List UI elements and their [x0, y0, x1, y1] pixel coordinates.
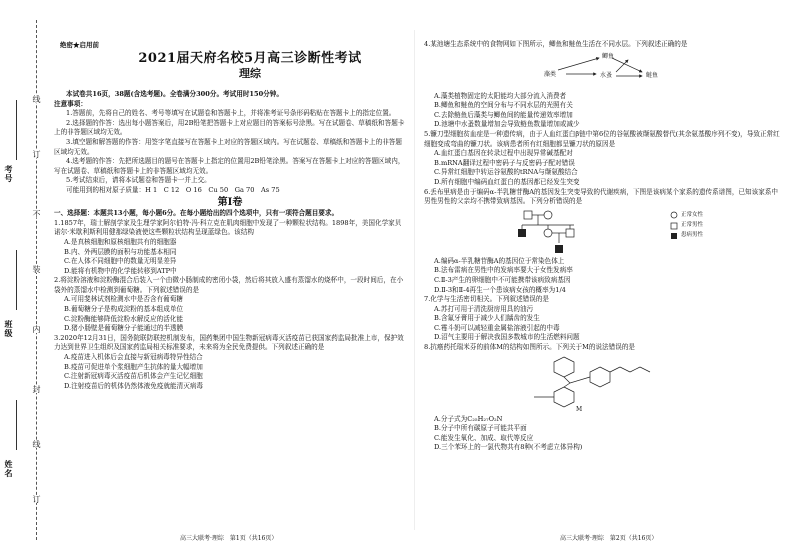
cut-mark: 订	[32, 150, 41, 158]
molecule-figure	[424, 353, 784, 415]
section-title: 第Ⅰ卷	[217, 196, 243, 208]
option: D.三个苯环上的一氯代物共有8种(不考虑立体异构)	[434, 443, 583, 452]
option: C.Ⅱ-3产生的卵细胞中不可能携带该病致病基因	[434, 275, 571, 284]
option: B.鲫鱼和鲢鱼的空间分布与不同水层的光照有关	[434, 101, 573, 110]
pedigree-figure	[424, 207, 784, 257]
option: A.编码α-半乳糖苷酶A的基因位于常染色体上	[434, 256, 565, 265]
option: B.内、外两层膜的面积与功能基本相同	[64, 247, 177, 256]
node-silver-carp: 鲢鱼	[646, 71, 659, 79]
note-item: 5.考试结束后，请将本试题卷和答题卡一并上交。	[66, 176, 211, 185]
option: A.是真核细胞和原核细胞共有的细胞器	[64, 237, 177, 246]
node-crucian: 鲫鱼	[602, 52, 615, 60]
cut-mark: 订	[32, 495, 41, 503]
cut-mark: 装	[32, 265, 41, 273]
option: B.葡萄糖分子是构成淀粉的基本组成单位	[64, 305, 184, 314]
page-divider	[414, 30, 415, 530]
exam-no-label: 考号	[4, 165, 14, 183]
option: D.能将有机物中的化学能转移到ATP中	[64, 266, 177, 275]
node-daphnia: 水蚤	[600, 71, 613, 79]
question-stem: 4.某池塘生态系统中的食物网如下图所示，鲫鱼和鲢鱼生活在不同水层。下列叙述正确的是	[424, 40, 688, 48]
option: A.血红蛋白基因在转录过程中出现异常碱基配对	[434, 149, 573, 158]
right-column	[424, 40, 784, 453]
class-label: 班级	[4, 320, 14, 338]
option: C.淀粉酶能够降低淀粉水解反应的活化能	[64, 314, 183, 323]
question-stem: 7.化学与生活密切相关。下列叙述错误的是	[424, 295, 549, 304]
paper-info: 本试卷共16页，38题(含选考题)。全卷满分300分。考试用时150分钟。	[66, 90, 283, 98]
option: A.分子式为C₂₅H₂₇O₂N	[434, 414, 503, 423]
cut-mark: 不	[32, 210, 41, 218]
exam-no-line[interactable]	[16, 100, 17, 160]
question-stem: 2.将淀粉溶液和淀粉酶混合后装入一个由微小肠制成的密闭小袋，然后将其放入盛有蒸馏水的烧杯中，一段时间后，在小袋外的蒸馏水中检测到葡萄糖。下列叙述错误的是	[54, 276, 404, 294]
atomic-mass: 可能用到的相对原子质量：H 1 C 12 O 16 Cu 50 Ga 70 As 75	[66, 185, 280, 194]
option: D.所有细胞中编码血红蛋白的基因都已经发生突变	[434, 177, 580, 186]
option: A.可用斐林试剂检测水中是否含有葡萄糖	[64, 295, 183, 304]
question-stem: 6.丢布里病是由于编码α-半乳糖苷酶A的基因发生突变导致的代谢疾病，下图是该病某个家系的遗传系谱图，已知该家系中男性男性的父亲均不携带致病基因。下列分析错误的是	[424, 187, 779, 206]
note-item: 2.选择题的作答：选出每小题答案后，用2B铅笔把答题卡上对应题目的答案标号涂黑。写在试题卷、草稿纸和答题卡上的非答题区域均无效。	[54, 118, 405, 137]
option: A.疫苗进入机体后会直接与新冠病毒特异性结合	[64, 353, 203, 362]
note-item: 3.填空题和解答题的作答：用签字笔直接写在答题卡上对应的答题区域内。写在试题卷、草稿纸和答题卡上的非答题区域均无效。	[54, 137, 402, 156]
cut-mark: 封	[32, 385, 41, 393]
option: C.注射新冠病毒灭活疫苗后机体会产生记忆细胞	[64, 372, 203, 381]
cut-mark: 线	[32, 95, 41, 103]
option: C.去除鲢鱼后藻类与鲫鱼间的能量传递效率增加	[434, 110, 573, 119]
note-item: 4.选考题的作答：先把所选题目的题号在答题卡上指定的位置用2B铅笔涂黑。答案写在答题卡上对应的答题区域内，写在试题卷、草稿纸和答题卡上的非答题区域均无效。	[54, 157, 405, 175]
legend-normal-male: 正常男性	[681, 221, 704, 228]
option: B.疫苗可促进单个浆细胞产生抗体的量大幅增加	[64, 362, 203, 371]
left-column	[54, 90, 406, 391]
cut-mark: 线	[32, 440, 41, 448]
option: A.苏打可用于清洗厨房用具的油污	[434, 304, 534, 313]
legend-normal-female: 正常女性	[681, 211, 704, 218]
option: B.mRNA翻译过程中密码子与反密码子配对错误	[434, 158, 575, 167]
option: D.池塘中水蚤数量增加会导致鲢鱼数量增加或减少	[434, 120, 580, 129]
class-line[interactable]	[16, 250, 17, 310]
page-footer-left: 高三大联考·理综 第1页（共16页）	[180, 535, 278, 542]
option: B.分子中所有碳原子可能共平面	[434, 424, 527, 433]
binding-strip	[0, 0, 48, 550]
food-web-figure	[424, 50, 784, 92]
option: C.异常红细胞中转运谷氨酸的tRNA与缬氨酸结合	[434, 168, 578, 177]
node-algae: 藻类	[544, 70, 557, 78]
notes-heading: 注意事项：	[54, 99, 87, 108]
page-title: 2021届天府名校5月高三诊断性考试	[138, 51, 362, 66]
option: D.Ⅱ-3和Ⅱ-4再生一个患该病女孩的概率为1/4	[434, 285, 566, 294]
option: D.注射疫苗后的机体仍然体液免疫就能清灭病毒	[64, 381, 204, 390]
option: C.霉斗奶可以减轻重金属盐溶液引起的中毒	[434, 323, 560, 332]
molecule-label: M	[576, 405, 583, 413]
pedigree-chart	[514, 207, 754, 257]
option: B.含氟牙膏用于减少人们龋齿的发生	[434, 314, 540, 323]
secret-label: 绝密★启用前	[60, 41, 99, 49]
option: C.在人体不同细胞中的数量无明显差异	[64, 257, 177, 266]
molecule-structure	[504, 353, 664, 415]
name-label: 姓名	[4, 460, 14, 478]
page-footer-right: 高三大联考·理综 第2页（共16页）	[560, 535, 658, 542]
option: B.法布雷病在男性中的发病率要大于女性发病率	[434, 266, 573, 275]
option: A.藻类植物固定的太阳能均大部分流入消费者	[434, 91, 567, 100]
legend-affected-male: 患病男性	[681, 231, 704, 238]
option: D.沼气主要用于解决我国多数城市的生活燃料问题	[434, 333, 580, 342]
option: C.能发生氧化、加成、取代等反应	[434, 433, 534, 442]
name-line[interactable]	[16, 400, 17, 450]
question-stem: 3.2020年12月31日，国务院联防联控机制发布，国药集团中国生物新冠病毒灭活疫苗已获国家药监局批准上市，保护效力达到世界卫生组织及国家药监局相关标准要求，未来将为全民免费提供。下列叙述正确的是	[54, 333, 404, 352]
cut-mark: 内	[32, 325, 41, 333]
question-stem: 1.1857年，瑞士解剖学家及生理学家阿尔伯特·冯·科立克在肌肉细胞中发现了一种颗粒状结构。1898年，美国化学家贝诺尔·米歇利斯利用健那绿染液使这些颗粒状结构呈现蓝绿色。该结构	[54, 218, 402, 237]
subject-title: 理综	[239, 67, 261, 80]
question-stem: 8.抗癌药托瑞米芬的前体M的结构如图所示。下列关于M的说法错误的是	[424, 343, 636, 352]
question-stem: 5.镰刀型细胞贫血症是一种遗传病，由于人血红蛋白β链中第6位的谷氨酸被缬氨酸替代(其余氨基酸序列不变)，导致正常红细胞变成弯曲的镰刀状。该病患者所有红细胞都呈镰刀状的原因是	[424, 129, 780, 148]
section-instructions: 一、选择题：本题共13小题，每小题6分。在每小题给出的四个选项中，只有一项符合题目要求。	[54, 209, 339, 218]
note-item: 1.答题前，先将自己的姓名、考号等填写在试题卷和答题卡上，并将准考证号条形码粘贴在答题卡上的指定位置。	[66, 109, 396, 118]
option: D.猪小肠壁是葡萄糖分子能通过的半透膜	[64, 324, 184, 333]
